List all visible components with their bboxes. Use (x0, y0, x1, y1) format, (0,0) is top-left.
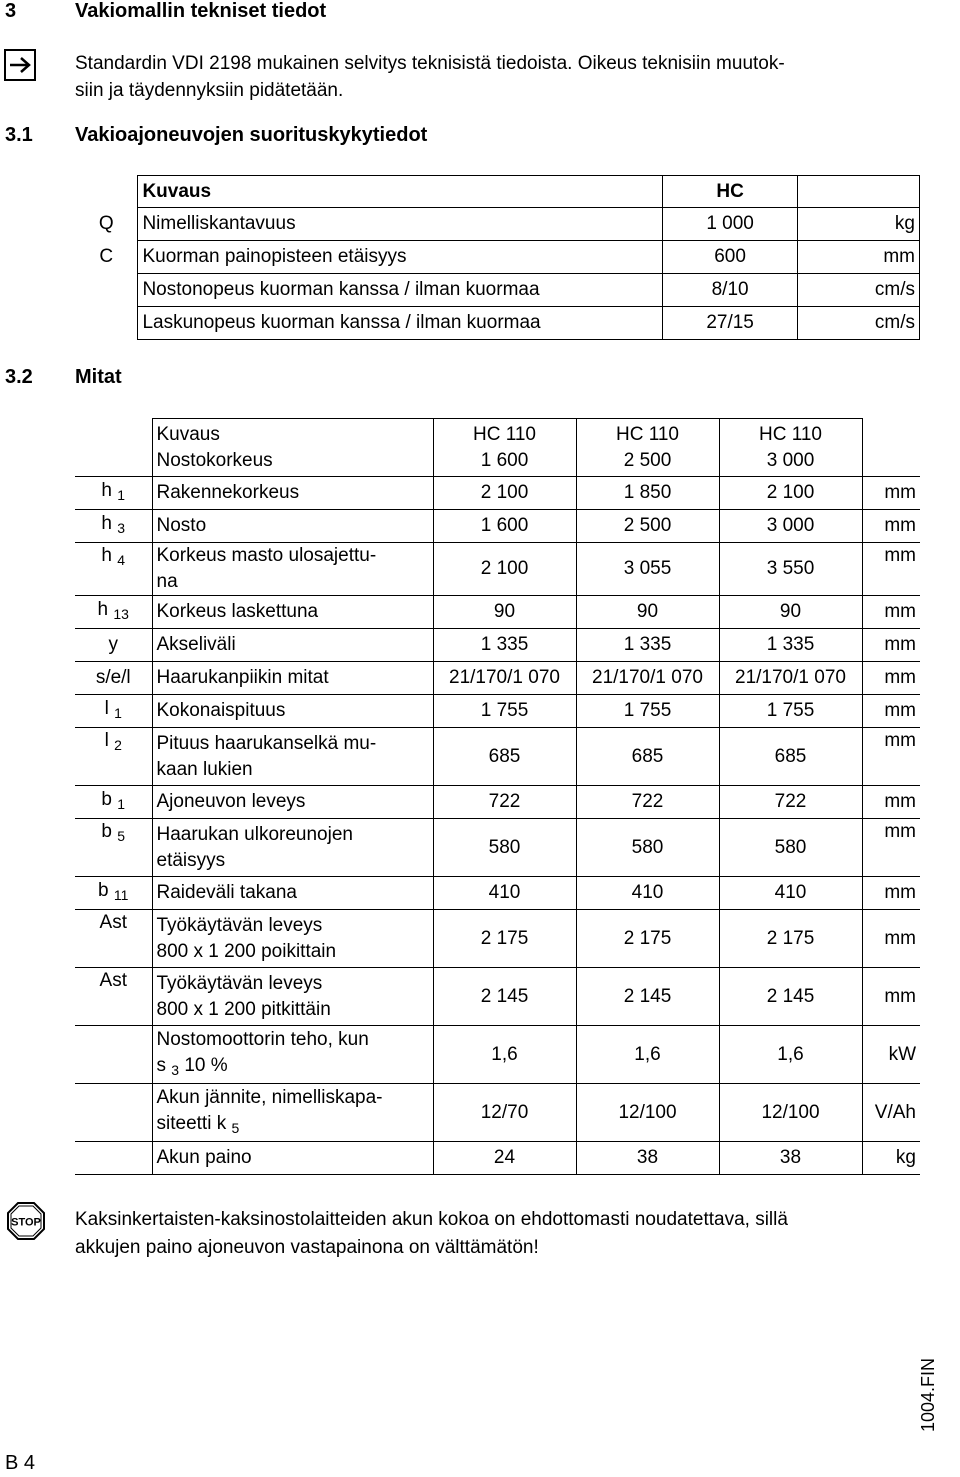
table-row (75, 1084, 920, 1142)
row-desc (152, 786, 433, 819)
symbol-text: h (101, 480, 112, 501)
header-model-2-name: HC 110 (615, 423, 679, 445)
row-unit: mm (862, 786, 920, 819)
row-desc (152, 968, 433, 1026)
desc-line-1: Akun paino (156, 1147, 252, 1168)
symbol-text: h (101, 513, 112, 534)
header-model-1-height: 1 600 (480, 449, 529, 471)
table-row (75, 596, 920, 629)
arrow-right-icon (4, 49, 36, 81)
row-value: 722 (576, 786, 719, 819)
section-title: Vakiomallin tekniset tiedot (75, 0, 327, 22)
row-value: 410 (433, 877, 576, 910)
desc-line-1: Pituus haarukanselkä mu- (156, 732, 377, 754)
intro-line-2: siin ja täydennyksiin pidätetään. (75, 80, 344, 101)
row-value: 685 (719, 728, 862, 786)
header-desc-2: Nostokorkeus (156, 449, 273, 471)
intro-line-1: Standardin VDI 2198 mukainen selvitys teknisistä tiedoista. Oikeus teknisiin muutok- (75, 53, 785, 74)
table-row (75, 543, 920, 596)
symbol-text: Ast (99, 912, 127, 933)
row-desc (152, 510, 433, 543)
row-unit: V/Ah (862, 1084, 920, 1142)
table-row (75, 662, 920, 695)
table-row (75, 510, 920, 543)
desc-line-2 (157, 757, 429, 783)
row-value: 21/170/1 070 (433, 662, 576, 695)
row-desc (152, 629, 433, 662)
row-symbol (75, 274, 138, 307)
table-row (75, 629, 920, 662)
row-value: 8/10 (663, 274, 798, 307)
table-row (75, 695, 920, 728)
row-value: 38 (576, 1142, 719, 1175)
row-desc (152, 695, 433, 728)
row-unit: kg (862, 1142, 920, 1175)
row-value: 12/100 (719, 1084, 862, 1142)
row-value: 90 (576, 596, 719, 629)
header-model-1-name: HC 110 (472, 423, 536, 445)
desc-line-2-text: 800 x 1 200 poikittain (156, 940, 337, 962)
symbol-text: l (104, 730, 109, 751)
row-desc (152, 910, 433, 968)
subsection-number: 3.1 (5, 124, 33, 146)
row-unit: mm (862, 543, 920, 596)
row-desc: Nostonopeus kuorman kanssa / ilman kuormaa (138, 274, 663, 307)
desc-line-2 (157, 848, 429, 874)
note-line-1: Kaksinkertaisten-kaksinostolaitteiden akun kokoa on ehdottomasti noudatettava, sillä (75, 1209, 788, 1230)
subsection-title: Vakioajoneuvojen suorituskykytiedot (75, 124, 428, 146)
row-symbol (75, 1142, 152, 1175)
symbol-text: s/e/l (95, 667, 131, 688)
row-unit: mm (862, 477, 920, 510)
table-row (75, 786, 920, 819)
header-model-3 (719, 419, 862, 477)
row-value: 2 100 (433, 543, 576, 596)
header-model-3-height: 3 000 (766, 449, 815, 471)
desc-line-2-text: s (156, 1054, 166, 1076)
row-symbol (75, 877, 152, 910)
row-value: 2 145 (576, 968, 719, 1026)
desc-line-1: Ajoneuvon leveys (156, 791, 306, 812)
desc-line-1: Kokonaispituus (156, 700, 286, 721)
symbol-text: b (101, 821, 112, 842)
row-symbol (75, 477, 152, 510)
row-symbol (75, 968, 152, 1026)
row-value: 3 550 (719, 543, 862, 596)
subsection-title: Mitat (75, 366, 122, 388)
row-symbol (75, 786, 152, 819)
performance-table (75, 175, 920, 340)
row-value: 580 (719, 819, 862, 877)
row-unit: mm (862, 596, 920, 629)
row-value: 38 (719, 1142, 862, 1175)
row-unit: mm (862, 629, 920, 662)
row-unit: mm (862, 510, 920, 543)
row-symbol (75, 510, 152, 543)
row-value: 90 (719, 596, 862, 629)
row-value: 580 (433, 819, 576, 877)
header-model: HC (663, 176, 798, 208)
symbol-subscript: 2 (114, 737, 122, 753)
table-header-row (75, 419, 920, 477)
table-row (75, 819, 920, 877)
desc-line-1: Korkeus laskettuna (156, 601, 319, 622)
row-value: 1 600 (433, 510, 576, 543)
symbol-subscript: 1 (117, 487, 126, 503)
row-value: 722 (719, 786, 862, 819)
table-row (75, 1142, 920, 1175)
row-value: 1,6 (576, 1026, 719, 1084)
row-value: 1 755 (576, 695, 719, 728)
row-value: 580 (576, 819, 719, 877)
row-symbol (75, 695, 152, 728)
row-symbol (75, 307, 138, 340)
row-unit: kg (798, 208, 920, 241)
document-number: 1004.FIN (918, 1357, 938, 1432)
desc-line-2 (157, 1053, 429, 1083)
row-value: 24 (433, 1142, 576, 1175)
table-header-row (75, 176, 920, 208)
row-value: 2 175 (433, 910, 576, 968)
symbol-text: h (97, 599, 109, 620)
table-row (75, 307, 920, 340)
table-row (75, 728, 920, 786)
symbol-subscript: 11 (113, 887, 129, 903)
row-symbol (75, 728, 152, 786)
desc-line-2-text: kaan lukien (156, 758, 253, 780)
row-value: 2 175 (719, 910, 862, 968)
row-unit: mm (862, 695, 920, 728)
stop-sign-icon (7, 1202, 45, 1240)
desc-line-1: Nosto (156, 515, 207, 536)
table-row (75, 877, 920, 910)
desc-line-2-text: na (156, 571, 178, 592)
symbol-subscript: 1 (114, 705, 122, 721)
row-unit: mm (862, 662, 920, 695)
row-value: 1 335 (433, 629, 576, 662)
row-desc: Laskunopeus kuorman kanssa / ilman kuormaa (138, 307, 663, 340)
symbol-subscript: 5 (117, 828, 126, 844)
header-desc: Kuvaus (138, 176, 663, 208)
row-symbol: C (75, 241, 138, 274)
desc-line-1: Haarukanpiikin mitat (156, 667, 329, 688)
header-model-2-height: 2 500 (623, 449, 672, 471)
table-row (75, 910, 920, 968)
row-value: 722 (433, 786, 576, 819)
row-value: 1,6 (719, 1026, 862, 1084)
row-value: 2 100 (433, 477, 576, 510)
header-model-2 (576, 419, 719, 477)
row-unit: kW (862, 1026, 920, 1084)
row-desc: Kuorman painopisteen etäisyys (138, 241, 663, 274)
row-value: 600 (663, 241, 798, 274)
row-value: 2 175 (576, 910, 719, 968)
desc-line-1: Korkeus masto ulosajettu- (156, 545, 377, 566)
note-line-2: akkujen paino ajoneuvon vastapainona on välttämätön! (75, 1237, 539, 1258)
header-desc (152, 419, 433, 477)
table-row (75, 968, 920, 1026)
desc-line-1: Nostomoottorin teho, kun (156, 1028, 369, 1050)
row-unit: mm (862, 968, 920, 1026)
row-desc (152, 1026, 433, 1084)
row-desc (152, 477, 433, 510)
row-value: 3 055 (576, 543, 719, 596)
desc-line-2-text: 800 x 1 200 pitkittäin (156, 998, 331, 1020)
desc-line-2-text: siteetti k (156, 1112, 227, 1134)
header-model-1 (433, 419, 576, 477)
row-symbol (75, 819, 152, 877)
row-unit: mm (862, 877, 920, 910)
table-row (75, 208, 920, 241)
stop-sign-label: STOP (11, 1216, 41, 1229)
row-value: 90 (433, 596, 576, 629)
symbol-text: Ast (99, 970, 127, 991)
desc-line-1: Haarukan ulkoreunojen (156, 823, 353, 845)
row-value: 2 500 (576, 510, 719, 543)
row-value: 2 100 (719, 477, 862, 510)
desc-line-1: Akun jännite, nimelliskapa- (156, 1086, 383, 1108)
row-desc: Nimelliskantavuus (138, 208, 663, 241)
desc-line-1: Raideväli takana (156, 882, 297, 903)
symbol-text: l (104, 698, 109, 719)
warning-note (75, 1206, 935, 1262)
symbol-subscript: 13 (113, 606, 129, 622)
row-value: 2 145 (433, 968, 576, 1026)
row-unit: cm/s (798, 307, 920, 340)
row-value: 12/100 (576, 1084, 719, 1142)
header-desc-1: Kuvaus (156, 423, 220, 445)
desc-line-2-text: etäisyys (156, 849, 226, 871)
table-row (75, 1026, 920, 1084)
row-desc (152, 543, 433, 596)
table-row (75, 477, 920, 510)
symbol-text: h (101, 545, 112, 566)
row-symbol (75, 1084, 152, 1142)
symbol-text: b (98, 880, 109, 901)
subsection-number: 3.2 (5, 366, 33, 388)
row-symbol (75, 543, 152, 596)
row-value: 1 755 (433, 695, 576, 728)
table-row (75, 274, 920, 307)
row-symbol (75, 596, 152, 629)
symbol-subscript: 3 (117, 520, 126, 536)
symbol-text: y (108, 634, 118, 655)
row-desc (152, 819, 433, 877)
section-number: 3 (5, 0, 17, 22)
desc-line-1: Rakennekorkeus (156, 482, 300, 503)
row-value: 410 (719, 877, 862, 910)
row-value: 21/170/1 070 (719, 662, 862, 695)
row-desc (152, 662, 433, 695)
row-desc (152, 1084, 433, 1142)
desc-line-1: Työkäytävän leveys (156, 914, 323, 936)
row-symbol (75, 662, 152, 695)
desc-subscript: 5 (231, 1119, 240, 1136)
row-symbol (75, 910, 152, 968)
header-model-3-name: HC 110 (758, 423, 822, 445)
table-row (75, 241, 920, 274)
row-value: 1 000 (663, 208, 798, 241)
desc-line-2 (157, 939, 429, 965)
intro-text (75, 50, 945, 104)
row-desc (152, 728, 433, 786)
row-desc (152, 877, 433, 910)
row-symbol (75, 629, 152, 662)
row-symbol: Q (75, 208, 138, 241)
row-desc (152, 1142, 433, 1175)
row-value: 2 145 (719, 968, 862, 1026)
desc-line-2 (157, 569, 429, 595)
row-value: 1 755 (719, 695, 862, 728)
row-value: 685 (433, 728, 576, 786)
row-unit: mm (862, 728, 920, 786)
row-value: 1 335 (719, 629, 862, 662)
desc-line-2 (157, 997, 429, 1023)
row-value: 1 335 (576, 629, 719, 662)
row-value: 21/170/1 070 (576, 662, 719, 695)
desc-line-1: Työkäytävän leveys (156, 972, 323, 994)
row-value: 27/15 (663, 307, 798, 340)
row-unit: mm (862, 819, 920, 877)
row-unit: mm (862, 910, 920, 968)
row-value: 12/70 (433, 1084, 576, 1142)
row-unit: cm/s (798, 274, 920, 307)
desc-subscript: 3 (171, 1061, 180, 1078)
row-unit: mm (798, 241, 920, 274)
dimensions-table (75, 418, 920, 1175)
row-value: 1 850 (576, 477, 719, 510)
symbol-text: b (101, 789, 112, 810)
row-value: 1,6 (433, 1026, 576, 1084)
row-desc (152, 596, 433, 629)
desc-line-2 (157, 1111, 429, 1141)
row-value: 410 (576, 877, 719, 910)
row-value: 685 (576, 728, 719, 786)
row-value: 3 000 (719, 510, 862, 543)
desc-line-2-tail: 10 % (179, 1054, 228, 1076)
page-number: B 4 (5, 1452, 36, 1474)
desc-line-1: Akseliväli (156, 634, 236, 655)
row-symbol (75, 1026, 152, 1084)
symbol-subscript: 1 (117, 796, 126, 812)
symbol-subscript: 4 (117, 552, 126, 568)
